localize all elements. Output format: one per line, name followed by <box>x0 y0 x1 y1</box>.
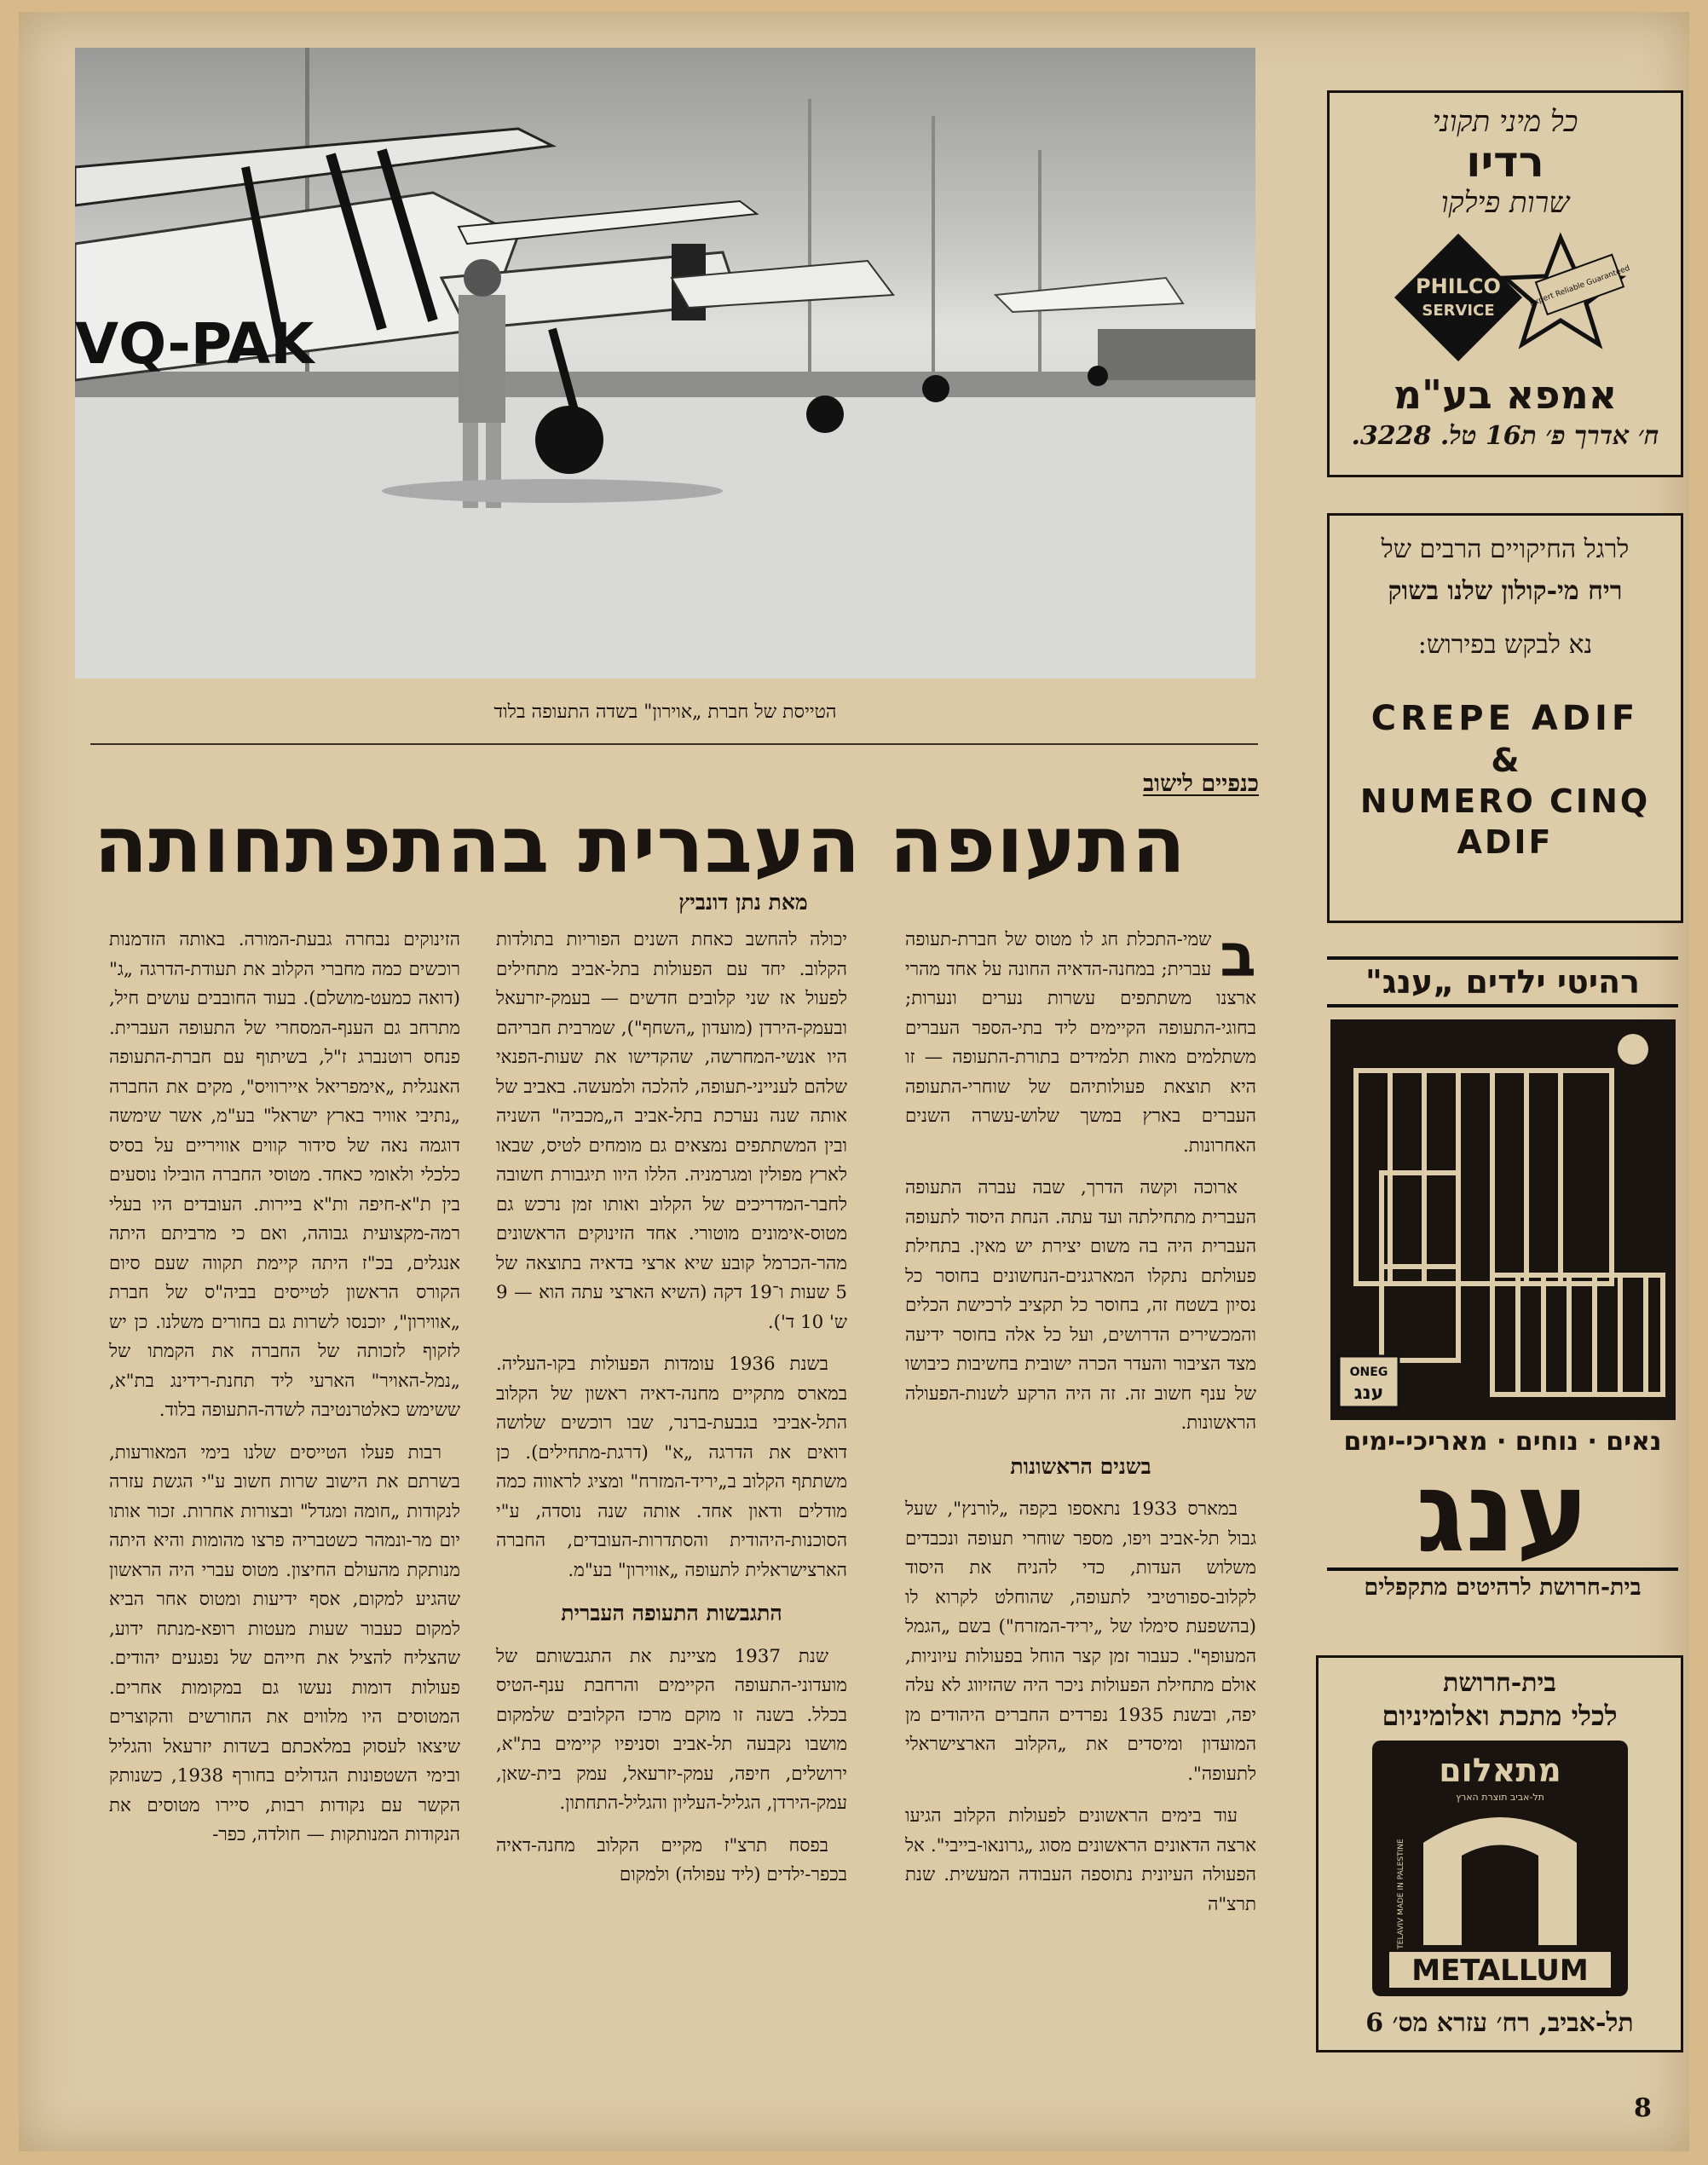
airplanes-photo <box>75 48 1255 678</box>
paragraph: ארוכה וקשה הדרך, שבה עברה התעופה העברית מתחילתה ועד עתה. הנחת היסוד לתעופה העברית היה בה משום יצירת יש מאין. בתחילת פעולתם נתקלו המארגנים-הנחשונים בחוסר כל נסיון בשטח זה, בחוסר כל תקציב לרכישת הכלים והמכשירים הדרושים, ועל כל אלה בחוסר ידיעה מצד הציבור והעדר הכרה ישובית בחשיבות כיבושו של ענף חשוב זה. זה היה הרקע לשנות-הפעולה הראשונות. <box>905 1177 1256 1434</box>
ad-slogan: נאים · נוחים · מאריכי-ימים <box>1343 1427 1662 1457</box>
paragraph: בשנת 1936 עומדות הפעולות בקו-העליה. במארס מתקיים מחנה-דאיה ראשון של הקלוב התל-אביבי בגבעת-ברנר, שבו רוכשים שלושה דואים את הדרגה „א" (דרגת-מתחילים). כן משתתף הקלוב ב„יריד-המזרח" ומציג לראווה כמה מודלים ודאון אחד. אותה שנה נוסדה, ע"י הסוכנות-היהודית והסתדרות-העובדים, החברה הארצישראלית לתעופה „אווירון" בע"מ. <box>496 1354 847 1581</box>
paragraph: בפסח תרצ"ז מקיים הקלוב מחנה-דאיה בכפר-ילדים (ליד עפולה) ולמקום <box>496 1834 847 1885</box>
ad-text: ריח מי-קולון שלנו בשוק <box>1388 576 1623 606</box>
divider <box>90 743 1258 745</box>
ad-text: שרות פילקו <box>1440 186 1570 220</box>
philco-logo <box>1377 225 1633 370</box>
metallum-logo <box>1372 1741 1628 1996</box>
ad-title: רדיו <box>1466 137 1544 187</box>
ad-address: תל-אביב, רח׳ עזרא מס׳ 6 <box>1365 2008 1634 2038</box>
ad-company: אמפא בע"מ <box>1393 372 1618 418</box>
flower-icon <box>1618 1034 1648 1065</box>
article-byline: מאת נתן דונביץ <box>678 890 808 915</box>
oneg-furniture-ad <box>1327 956 1678 1623</box>
section-heading: התגבשות התעופה העברית <box>561 1601 782 1625</box>
ad-address: ח׳ אדרך פ׳ ת16 טל. 3228. <box>1351 420 1659 451</box>
article-column-2 <box>496 926 847 2127</box>
ad-title: לכלי מתכת ואלומיניום <box>1382 1700 1618 1732</box>
ampersand: & <box>1491 742 1520 779</box>
photo-caption: הטייסת של חברת „אוירון" בשדה התעופה בלוד <box>493 701 837 723</box>
section-heading: בשנים הראשונות <box>1010 1453 1151 1479</box>
ad-text: בית-חרושת <box>1443 1668 1556 1698</box>
crib-illustration <box>1330 1019 1676 1420</box>
logo-hebrew: מתאלום <box>1438 1752 1561 1789</box>
page-number: 8 <box>1634 2093 1652 2123</box>
ad-text: נא לבקש בפירוש: <box>1417 630 1593 660</box>
article-kicker: כנפיים לישוב <box>1143 771 1259 797</box>
article-column-1 <box>905 926 1256 2127</box>
star-text: Expert Reliable Guaranteed <box>1528 263 1631 309</box>
philco-logo-text: PHILCO <box>1416 274 1501 298</box>
paragraph: רבות פעלו הטייסים שלנו בימי המאורעות, בשרתם את הישוב שרות חשוב ע"י הגשת עזרה לנקודות „חומה ומגדל" ובצורות אחרות. זכור אותו יום מר-ונמהר כשטבריה פרצו מהומות והיא היתה מנותקת מהעולם החיצון. מטוס עברי היה הראשון שהגיע למקום, אסף ידיעות ומטוס אחר הביא למקום כעבור שעות מעטות רופא-מנתח ידוע, שהצליח להציל את חייהם של נפגעים יהודים. פעולות דומות נעשו גם במקומות אחרים. המטוסים היו מלווים את החורשים והקוצרים שיצאו לעסוק במלאכתם בשדות יזרעאל והגליל ובימי השטפונות הגדולים בחורף 1938, כשנותק הקשר עם נקודות רבות, סיירו מטוסים את הנקודות המנותקות — חולדה, כפר- <box>109 1441 460 1845</box>
badge-latin: ONEG <box>1349 1365 1388 1379</box>
paragraph: הזינוקים נבחרה גבעת-המורה. באותה הזדמנות רוכשים כמה מחברי הקלוב את תעודת-הדרגה „ג" (דואה כמעט-מושלם). בעוד החובבים עושים חיל, מתרחב גם הענף-המסחרי של התעופה העברית. פנחס רוטנברג ז"ל, בשיתוף עם חברת-התעופה האנגלית „אימפריאל איירוויס", מקים את החברה „נתיבי אוויר בארץ ישראל" בע"מ, אשר שימשה דוגמה נאה של סידור קווים אוויריים על בסיס כלכלי ולאומי כאחד. מטוסי החברה הובילו נוסעים בין ת"א-חיפה ות"א ביירות. העובדים היו בעלי רמה-מקצועית גבוהה, ואם כי מרביתם היתה אנגלים, בכ"ז היתה קיימת תקווה שעם סיום הקורס הראשון לטייסים בביה"ס של חברת „אווירון", יוכנסו לשרות גם בחורים משלנו. כן יש לזקוף לזכותה של החברה את הקמתו של „נמל-האויר" הארעי ליד תחנת-רידינג בת"א, ששימש כאלטרנטיבה לשדה-התעופה בלוד. <box>109 929 460 1421</box>
crepe-adif-ad <box>1327 513 1683 923</box>
radio-repair-ad <box>1327 90 1683 477</box>
metallum-ad <box>1316 1655 1683 2052</box>
product-name: NUMERO CINQ <box>1359 782 1651 820</box>
philco-logo-subtext: SERVICE <box>1422 302 1495 320</box>
paragraph: ב שמי-התכלת חג לו מטוס של חברת-תעופה עברית; במחנה-הדאיה החונה על אחד מהרי ארצנו משתתפים עשרות נערים ונערות; בחוגי-התעופה הקיימים ליד בתי-הספר העברים משתלמים מאות תלמידים בתורת-התעופה — זו היא תוצאת פעולותיהם של שוחרי-התעופה העברים בארץ במשך שלוש-עשרה השנים האחרונות. <box>905 926 1256 1157</box>
ad-brand: ענג <box>1416 1447 1590 1577</box>
drop-cap: ב <box>1220 926 1256 990</box>
paragraph: שנת 1937 מציינת את התגבשותם של מועדוני-התעופה הקיימים והרחבת ענף-הטיס בכלל. בשנה זו מוקם מרכז הקלובים שלמקום מושבו נקבעה תל-אביב וסניפיו קיימים בת"א, ירושלים, חיפה, עמק-יזרעאל, עמק בית-שאן, עמק-הירדן, הגליל-העליון והגליל-התחתון. <box>496 1645 847 1814</box>
logo-side-text: TELAVIV MADE IN PALESTINE <box>1396 1839 1405 1949</box>
aircraft-registration: VQ-PAK <box>75 311 314 377</box>
paragraph: יכולה להחשב כאחת השנים הפוריות בתולדות הקלוב. יחד עם הפעולות בתל-אביב מתחילים לפעול אז שני קלובים חדשים — בעמק-יזרעאל ובעמק-הירדן (מועדון „השחף"), שמרבית חבריהם היו אנשי-המחרשה, שהקדישו את שעות-הפנאי שלהם לענייני-תעופה, להלכה ולמעשה. באביב של אותה שנה נערכת בתל-אביב ה„מכביה" השניה ובין המשתתפים נמצאים גם מומחים לטיס, שבאו לארץ מפולין ומגרמניה. הללו היוו תיגבורת חשובה לחבר-המדריכים של הקלוב ואותו זמן נרכש גם מטוס-אימונים מוטורי. אחד הזינוקים הראשונים מהר-הכרמל קובע שיא ארצי בדאיה בתוצאה של 5 שעות ו־19 דקה (השיא הארצי עתה הוא — 9 ש' 10 ד'). <box>496 929 847 1333</box>
article-headline: התעופה העברית בהתפתחותה <box>94 800 1186 891</box>
badge-hebrew: ענג <box>1353 1383 1383 1404</box>
product-name: ADIF <box>1457 823 1554 861</box>
ad-subtitle: בית-חרושת לרהיטים מתקפלים <box>1364 1574 1642 1601</box>
ad-text: לרגל החיקויים הרבים של <box>1381 534 1630 564</box>
article-column-3 <box>109 926 460 2127</box>
airfield-illustration <box>75 48 1255 678</box>
logo-latin: METALLUM <box>1411 1954 1589 1988</box>
magazine-page <box>19 12 1689 2151</box>
ad-header: רהיטי ילדים „ענג" <box>1365 963 1641 1001</box>
paragraph: עוד בימים הראשונים לפעולות הקלוב הגיעו ארצה הדאונים הראשונים מסוג „גרונאו-בייבי". אל הפעולה העיונית נתוספה העבודה המעשית. שנת תרצ"ה <box>905 1805 1256 1915</box>
logo-subtext: תל-אביב תוצרת הארץ <box>1455 1792 1544 1803</box>
paragraph: במארס 1933 נתאספו בקפה „לורנץ", שעל גבול תל-אביב ויפו, מספר שוחרי תעופה ונכבדים משלוש העדות, כדי להניח את היסוד לקלוב-ספורטיבי לתעופה, שהוחלט לקרוא לו (בהשפעת סימלו של „יריד-המזרח") בשם „הגמל המעופף". כעבור זמן קצר הוחל בפעולות עיוניות, אולם מתחילת הפעולות ניכר היה שהזיווג לא עלה יפה, ובשנת 1935 נפרדים החברים היהודים מן המועדון ומיסדים את „הקלוב הארצישראלי לתעופה". <box>905 1498 1256 1785</box>
ad-text: כל מיני תקוני <box>1432 105 1578 139</box>
product-name: CREPE ADIF <box>1370 699 1640 738</box>
